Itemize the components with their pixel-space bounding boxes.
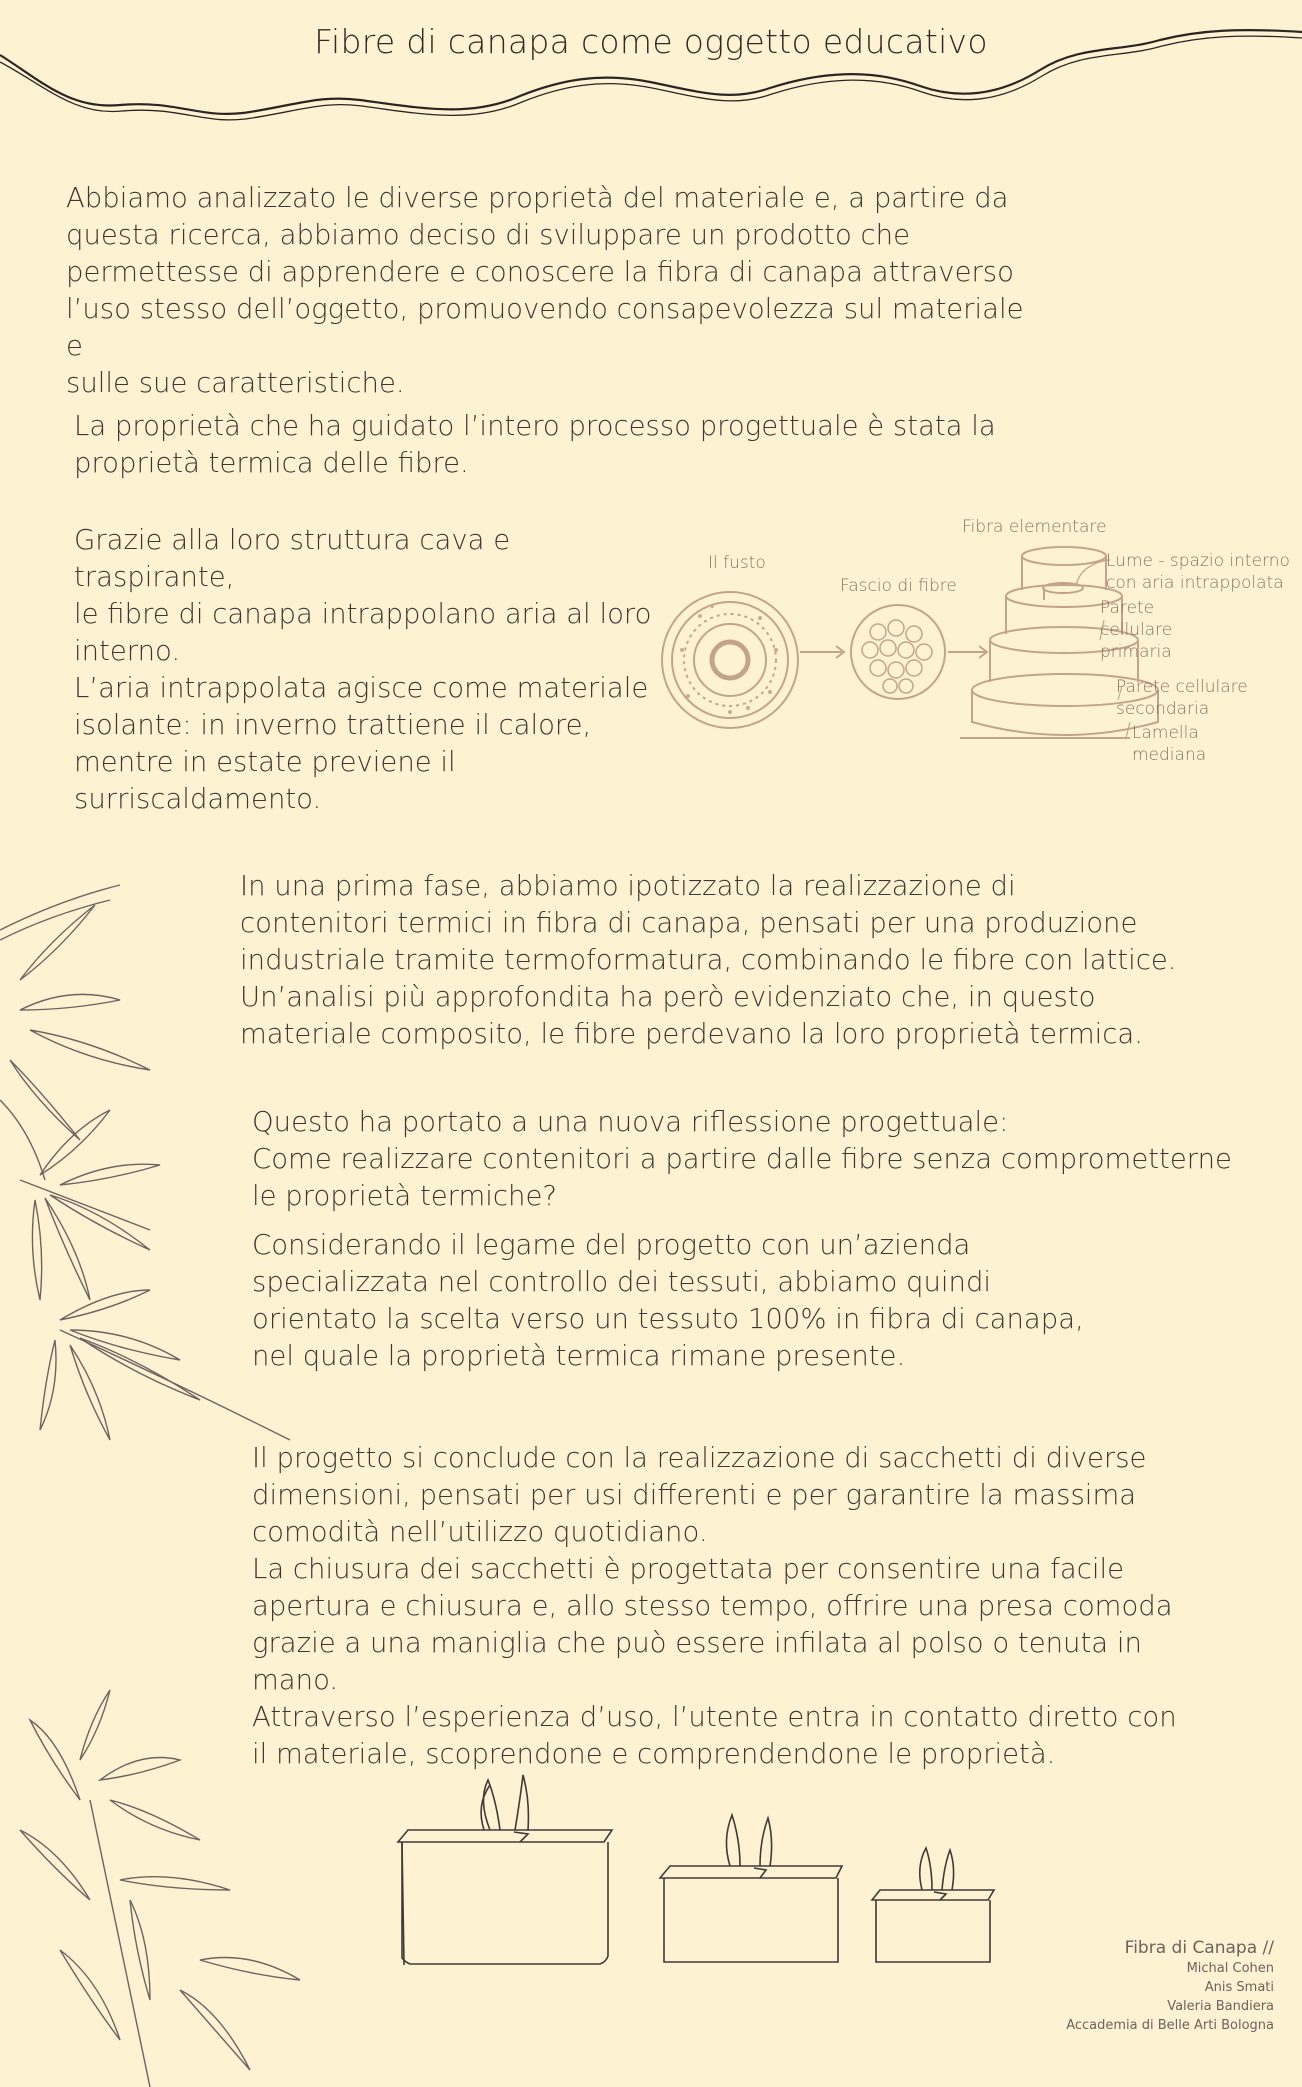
credit-name: Valeria Bandiera	[1167, 1999, 1274, 2014]
conclusion-paragraph: Il progetto si conclude con la realizzazione di sacchetti di diverse dimensioni, pensati per usi differenti e per garantire la massima comodità nell’utilizzo quotidiano. La chiusura dei sacchetti è progettata per consentire una facile apertura e chiusura e, allo stesso tempo, offrire una presa comoda grazie a una maniglia che può essere infilata al polso o tenuta in mano. Attraverso l’esperienza d’uso, l’utente entra in contatto diretto con il materiale, scoprendone e comprendendone le proprietà.	[252, 1442, 1177, 1770]
credits-title: Fibra di Canapa //	[1124, 1938, 1274, 1958]
label-primary-wall: Parete cellulare primaria	[1100, 598, 1173, 662]
label-secondary-wall: Parete cellulare secondaria	[1116, 677, 1248, 719]
bag-large	[398, 1775, 612, 1965]
bag-medium	[660, 1815, 842, 1962]
credit-name: Anis Smati	[1204, 1980, 1274, 1995]
structure-paragraph: Grazie alla loro struttura cava e traspirante, le fibre di canapa intrappolano aria al loro interno. L’aria intrappolata agisce come materiale isolante: in inverno trattiene il calore, mentre in estate previene il surriscaldamento.	[74, 524, 652, 815]
property-paragraph: La proprietà che ha guidato l’intero processo progettuale è stata la proprietà termica delle fibre.	[74, 410, 996, 479]
label-lumen: Lume - spazio interno con aria intrappolata	[1106, 551, 1290, 593]
credit-institution: Accademia di Belle Arti Bologna	[1066, 2018, 1274, 2033]
label-elementary-fiber: Fibra elementare	[962, 517, 1107, 537]
intro-paragraph: Abbiamo analizzato le diverse proprietà del materiale e, a partire da questa ricerca, abbiamo deciso di sviluppare un prodotto che permettesse di apprendere e conoscere la fibra di canapa attraverso l’uso stesso dell’oggetto, promuovendo consapevolezza sul materiale e sulle sue caratteristiche.	[66, 182, 1024, 399]
page-title: Fibre di canapa come oggetto educativo	[314, 22, 988, 61]
bag-small	[872, 1848, 994, 1962]
stem-cross-section	[662, 592, 798, 728]
fiber-structure-diagram	[0, 0, 1302, 800]
fabric-paragraph: Considerando il legame del progetto con un’azienda specializzata nel controllo dei tessuti, abbiamo quindi orientato la scelta verso un tessuto 100% in fibra di canapa, nel quale la proprietà termica rimane presente.	[252, 1229, 1084, 1372]
first-phase-paragraph: In una prima fase, abbiamo ipotizzato la realizzazione di contenitori termici in fibra di canapa, pensati per una produzione industriale tramite termoformatura, combinando le fibre con lattice. Un’analisi più approfondita ha però evidenziato che, in questo materiale composito, le fibre perdevano la loro proprietà termica.	[240, 870, 1177, 1050]
label-stem: Il fusto	[708, 553, 766, 573]
label-middle-lamella: Lamella mediana	[1132, 723, 1207, 765]
reflection-paragraph: Questo ha portato a una nuova riflessione progettuale: Come realizzare contenitori a partire dalle fibre senza comprometterne le proprietà termiche?	[252, 1106, 1232, 1212]
label-fiber-bundle: Fascio di fibre	[840, 576, 957, 596]
credit-name: Michal Cohen	[1186, 1961, 1274, 1976]
credits-block	[1066, 1937, 1274, 2035]
